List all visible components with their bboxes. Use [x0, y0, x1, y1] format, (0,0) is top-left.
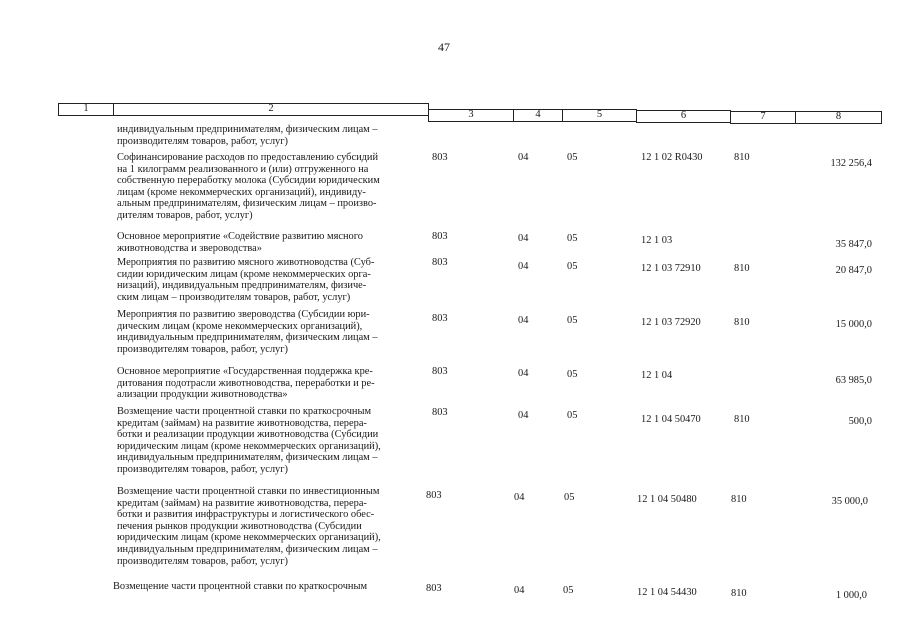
col-4-value: 04 [518, 368, 529, 379]
header-cell-2: 2 [113, 103, 429, 116]
col-3-value: 803 [432, 257, 448, 268]
col-6-value: 12 1 04 54430 [637, 587, 697, 598]
col-6-value: 12 1 03 72910 [641, 263, 701, 274]
row-description: Возмещение части процентной ставки по инвестиционным кредитам (займам) на развитие животноводства, перера- ботки и развития инфраструктуры и логистического обес- печения рынков продукции животноводства (Субсидии юридическим лицам (кроме некоммерческих организаций), индивидуальным предпринимателям, физическим лицам – производителям товаров, работ, услуг) [117, 486, 381, 567]
header-cell-7: 7 [730, 111, 796, 124]
col-5-value: 05 [567, 152, 578, 163]
header-cell-3: 3 [428, 109, 514, 122]
col-6-value: 12 1 04 [641, 370, 673, 381]
col-3-value: 803 [432, 231, 448, 242]
col-8-value: 35 000,0 [831, 496, 868, 507]
col-7-value: 810 [734, 152, 750, 163]
col-8-value: 20 847,0 [835, 265, 872, 276]
row-description: Софинансирование расходов по предоставлению субсидий на 1 килограмм реализованного и (или) отгруженного на собственную переработку молока (Субсидии юридическим лицам (кроме некоммерческих организаций), индивиду- альным предпринимателям, физическим лицам – произво- дителям товаров, работ, услуг) [117, 152, 380, 221]
row-description: Мероприятия по развитию звероводства (Субсидии юри- дическим лицам (кроме некоммерческих организаций), индивидуальным предпринимателям, физическим лицам – производителям товаров, работ, услуг) [117, 309, 378, 355]
col-4-value: 04 [518, 233, 529, 244]
col-3-value: 803 [426, 583, 442, 594]
col-3-value: 803 [432, 407, 448, 418]
row-description: Основное мероприятие «Государственная поддержка кре- дитования подотрасли животноводства, переработки и ре- ализации продукции животноводства» [117, 366, 375, 401]
col-6-value: 12 1 03 [641, 235, 673, 246]
header-cell-6: 6 [636, 110, 731, 123]
col-7-value: 810 [731, 588, 747, 599]
col-5-value: 05 [567, 315, 578, 326]
col-8-value: 500,0 [848, 416, 872, 427]
col-6-value: 12 1 03 72920 [641, 317, 701, 328]
col-3-value: 803 [432, 366, 448, 377]
col-5-value: 05 [563, 585, 574, 596]
col-7-value: 810 [734, 414, 750, 425]
header-cell-4: 4 [513, 109, 563, 122]
header-cell-8: 8 [795, 111, 882, 124]
col-4-value: 04 [518, 410, 529, 421]
col-7-value: 810 [734, 317, 750, 328]
continuation-text: индивидуальным предпринимателям, физическим лицам – производителям товаров, работ, услуг) [117, 124, 378, 147]
row-description: Возмещение части процентной ставки по краткосрочным кредитам (займам) на развитие животноводства, перера- ботки и реализации продукции животноводства (Субсидии юридическим лицам (кроме некоммерческих организаций), индивидуальным предпринимателям, физическим лицам – производителям товаров, работ, услуг) [117, 406, 381, 475]
col-8-value: 132 256,4 [830, 158, 872, 169]
col-4-value: 04 [518, 261, 529, 272]
col-5-value: 05 [564, 492, 575, 503]
col-8-value: 35 847,0 [835, 239, 872, 250]
row-description: Мероприятия по развитию мясного животноводства (Суб- сидии юридическим лицам (кроме некоммерческих орга- низаций), индивидуальным предпринимателям, физиче- ским лицам – производителям товаров, работ, услуг) [117, 257, 375, 303]
col-4-value: 04 [514, 492, 525, 503]
col-8-value: 15 000,0 [835, 319, 872, 330]
col-5-value: 05 [567, 410, 578, 421]
col-8-value: 1 000,0 [835, 590, 867, 601]
col-3-value: 803 [432, 152, 448, 163]
col-5-value: 05 [567, 369, 578, 380]
col-7-value: 810 [731, 494, 747, 505]
page-number: 47 [438, 40, 450, 54]
row-description: Основное мероприятие «Содействие развитию мясного животноводства и звероводства» [117, 231, 363, 254]
row-description: Возмещение части процентной ставки по краткосрочным [113, 581, 368, 592]
col-6-value: 12 1 04 50470 [641, 414, 701, 425]
col-3-value: 803 [432, 313, 448, 324]
col-4-value: 04 [518, 152, 529, 163]
col-6-value: 12 1 02 R0430 [641, 152, 703, 163]
col-8-value: 63 985,0 [835, 375, 872, 386]
col-7-value: 810 [734, 263, 750, 274]
col-5-value: 05 [567, 233, 578, 244]
header-cell-1: 1 [58, 103, 114, 116]
col-6-value: 12 1 04 50480 [637, 494, 697, 505]
header-cell-5: 5 [562, 109, 637, 122]
col-4-value: 04 [514, 585, 525, 596]
col-3-value: 803 [426, 490, 442, 501]
col-4-value: 04 [518, 315, 529, 326]
col-5-value: 05 [567, 261, 578, 272]
